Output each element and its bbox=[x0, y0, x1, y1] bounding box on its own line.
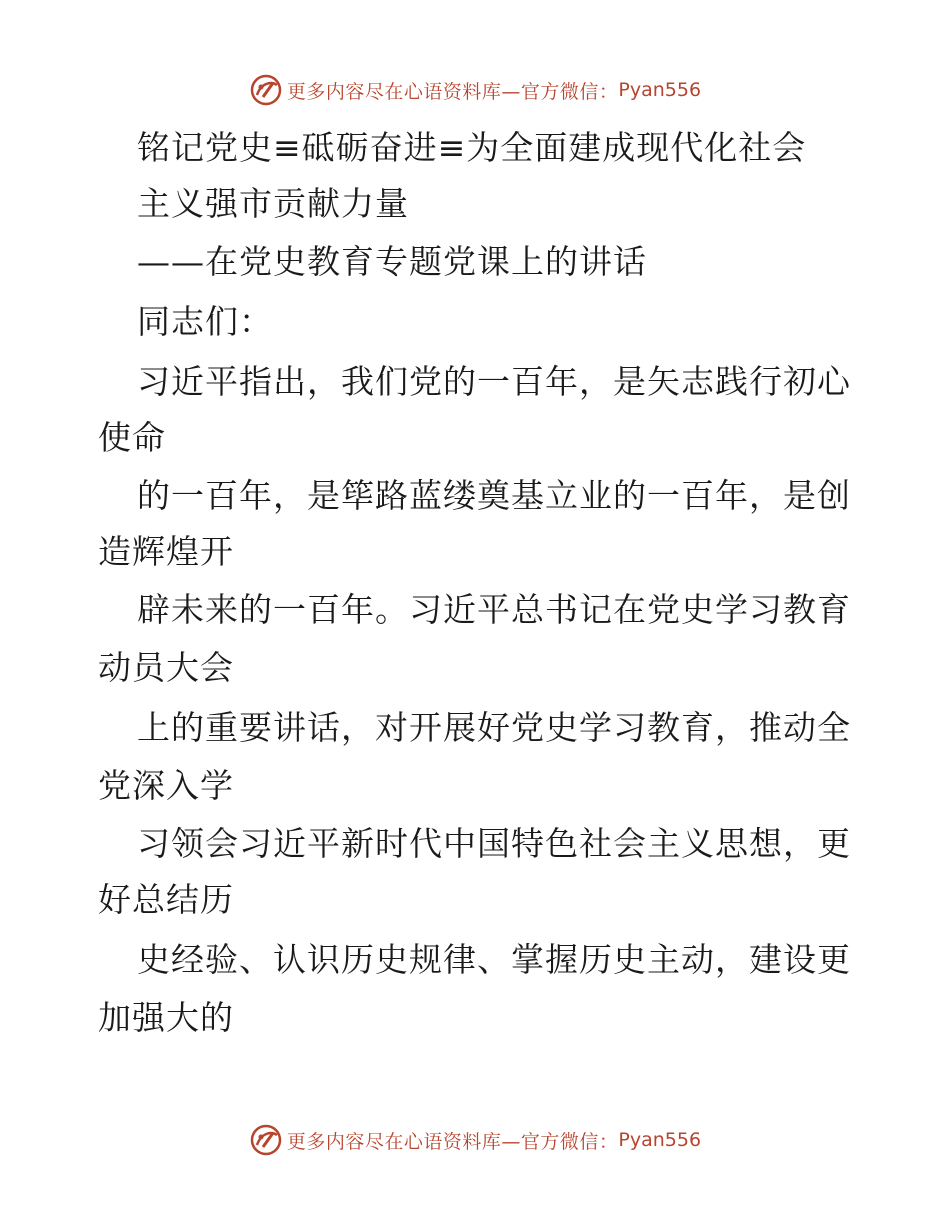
body-line: 上的重要讲话，对开展好党史学习教育，推动全 bbox=[137, 708, 851, 747]
banner-text: 更多内容尽在心语资料库—官方微信： bbox=[286, 80, 619, 103]
body-line: 好总结历 bbox=[98, 880, 234, 919]
banner-wechat-id: Pyan556 bbox=[618, 1129, 702, 1151]
header-banner bbox=[0, 70, 950, 110]
body-line: 使命 bbox=[98, 418, 166, 457]
title-line-2: 主义强市贡献力量 bbox=[137, 184, 409, 223]
body-line: 习近平指出，我们党的一百年，是矢志践行初心 bbox=[137, 362, 851, 401]
body-line: 习领会习近平新时代中国特色社会主义思想，更 bbox=[137, 824, 851, 863]
banner-wechat-id: Pyan556 bbox=[618, 79, 702, 101]
footer-banner bbox=[0, 1120, 950, 1160]
body-line: 的一百年，是筚路蓝缕奠基立业的一百年，是创 bbox=[137, 476, 851, 515]
banner-text: 更多内容尽在心语资料库—官方微信： bbox=[286, 1130, 619, 1153]
body-line: 史经验、认识历史规律、掌握历史主动，建设更 bbox=[137, 940, 851, 979]
logo-icon bbox=[249, 73, 283, 107]
logo-icon bbox=[249, 1123, 283, 1157]
body-line: 辟未来的一百年。习近平总书记在党史学习教育 bbox=[137, 590, 851, 629]
body-line: 动员大会 bbox=[98, 648, 234, 687]
body-line: 党深入学 bbox=[98, 766, 234, 805]
body-line: 加强大的 bbox=[98, 998, 234, 1037]
salutation: 同志们： bbox=[137, 302, 273, 341]
body-line: 造辉煌开 bbox=[98, 532, 234, 571]
title-line-1: 铭记党史≡砥砺奋进≡为全面建成现代化社会 bbox=[137, 128, 807, 167]
subtitle-line: ——在党史教育专题党课上的讲话 bbox=[137, 242, 647, 281]
